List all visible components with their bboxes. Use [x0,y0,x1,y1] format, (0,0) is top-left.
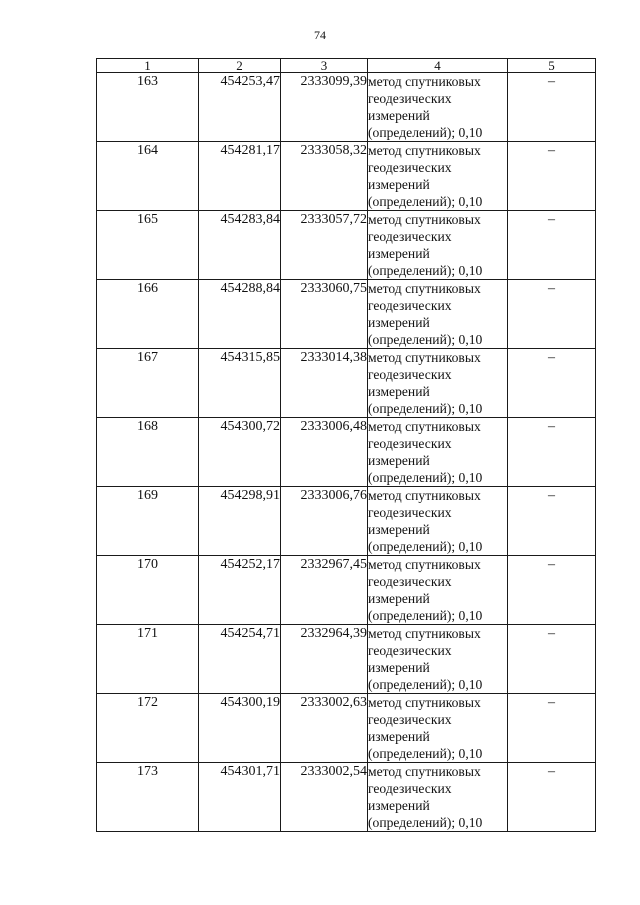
method-cell [368,694,508,763]
point-number-cell: 164 [97,142,199,211]
point-number-cell: 166 [97,280,199,349]
table-body [97,73,596,832]
method-line: геодезических [368,781,452,796]
method-line: геодезических [368,91,452,106]
method-line: метод спутниковых [368,695,481,710]
y-coordinate-cell: 2333057,72 [281,211,368,280]
method-cell [368,556,508,625]
y-coordinate-cell: 2333060,75 [281,280,368,349]
method-cell [368,280,508,349]
x-coordinate-cell: 454252,17 [199,556,281,625]
note-cell: – [508,763,596,832]
x-coordinate-cell: 454254,71 [199,625,281,694]
method-line: (определений); 0,10 [368,677,483,692]
method-line: измерений [368,798,430,813]
point-number-cell: 163 [97,73,199,142]
x-coordinate-cell: 454300,72 [199,418,281,487]
y-coordinate-cell: 2333002,54 [281,763,368,832]
method-line: (определений); 0,10 [368,539,483,554]
method-cell [368,142,508,211]
y-coordinate-cell: 2332967,45 [281,556,368,625]
table-row [97,142,596,211]
note-cell: – [508,73,596,142]
method-line: измерений [368,177,430,192]
method-line: измерений [368,522,430,537]
column-header: 4 [368,59,508,73]
method-cell [368,763,508,832]
method-cell [368,625,508,694]
method-line: измерений [368,108,430,123]
method-line: геодезических [368,367,452,382]
point-number-cell: 172 [97,694,199,763]
coordinates-table [96,58,596,832]
method-line: (определений); 0,10 [368,470,483,485]
note-cell: – [508,211,596,280]
table-row [97,211,596,280]
method-line: (определений); 0,10 [368,401,483,416]
y-coordinate-cell: 2333002,63 [281,694,368,763]
y-coordinate-cell: 2333058,32 [281,142,368,211]
method-line: (определений); 0,10 [368,194,483,209]
x-coordinate-cell: 454300,19 [199,694,281,763]
column-header: 3 [281,59,368,73]
x-coordinate-cell: 454315,85 [199,349,281,418]
method-line: геодезических [368,643,452,658]
x-coordinate-cell: 454281,17 [199,142,281,211]
method-line: метод спутниковых [368,557,481,572]
table-row [97,349,596,418]
note-cell: – [508,694,596,763]
point-number-cell: 171 [97,625,199,694]
method-line: метод спутниковых [368,488,481,503]
point-number-cell: 167 [97,349,199,418]
column-header: 2 [199,59,281,73]
table-row [97,625,596,694]
table-row [97,280,596,349]
method-line: (определений); 0,10 [368,746,483,761]
note-cell: – [508,280,596,349]
table-header-row [97,59,596,73]
method-line: геодезических [368,712,452,727]
method-line: (определений); 0,10 [368,332,483,347]
method-line: метод спутниковых [368,212,481,227]
point-number-cell: 168 [97,418,199,487]
x-coordinate-cell: 454288,84 [199,280,281,349]
method-cell [368,487,508,556]
point-number-cell: 170 [97,556,199,625]
y-coordinate-cell: 2333099,39 [281,73,368,142]
table-row [97,487,596,556]
y-coordinate-cell: 2333006,76 [281,487,368,556]
table-row [97,73,596,142]
note-cell: – [508,556,596,625]
point-number-cell: 173 [97,763,199,832]
method-cell [368,211,508,280]
method-cell [368,418,508,487]
method-line: геодезических [368,574,452,589]
x-coordinate-cell: 454283,84 [199,211,281,280]
method-line: геодезических [368,298,452,313]
method-line: измерений [368,246,430,261]
x-coordinate-cell: 454301,71 [199,763,281,832]
method-line: геодезических [368,436,452,451]
method-line: метод спутниковых [368,626,481,641]
y-coordinate-cell: 2332964,39 [281,625,368,694]
table-row [97,418,596,487]
method-line: геодезических [368,505,452,520]
point-number-cell: 165 [97,211,199,280]
y-coordinate-cell: 2333014,38 [281,349,368,418]
point-number-cell: 169 [97,487,199,556]
method-line: (определений); 0,10 [368,263,483,278]
page-number: 74 [314,28,326,42]
note-cell: – [508,625,596,694]
method-line: измерений [368,729,430,744]
method-line: метод спутниковых [368,764,481,779]
note-cell: – [508,418,596,487]
table-row [97,694,596,763]
method-line: измерений [368,660,430,675]
method-line: измерений [368,453,430,468]
method-line: метод спутниковых [368,74,481,89]
x-coordinate-cell: 454253,47 [199,73,281,142]
method-line: метод спутниковых [368,419,481,434]
method-line: геодезических [368,160,452,175]
note-cell: – [508,487,596,556]
note-cell: – [508,349,596,418]
method-line: метод спутниковых [368,281,481,296]
method-line: измерений [368,591,430,606]
x-coordinate-cell: 454298,91 [199,487,281,556]
method-line: измерений [368,384,430,399]
method-line: измерений [368,315,430,330]
method-line: (определений); 0,10 [368,125,483,140]
table-row [97,556,596,625]
column-header: 5 [508,59,596,73]
method-cell [368,349,508,418]
method-cell [368,73,508,142]
method-line: метод спутниковых [368,350,481,365]
y-coordinate-cell: 2333006,48 [281,418,368,487]
method-line: геодезических [368,229,452,244]
column-header: 1 [97,59,199,73]
table-row [97,763,596,832]
method-line: метод спутниковых [368,143,481,158]
method-line: (определений); 0,10 [368,608,483,623]
note-cell: – [508,142,596,211]
method-line: (определений); 0,10 [368,815,483,830]
